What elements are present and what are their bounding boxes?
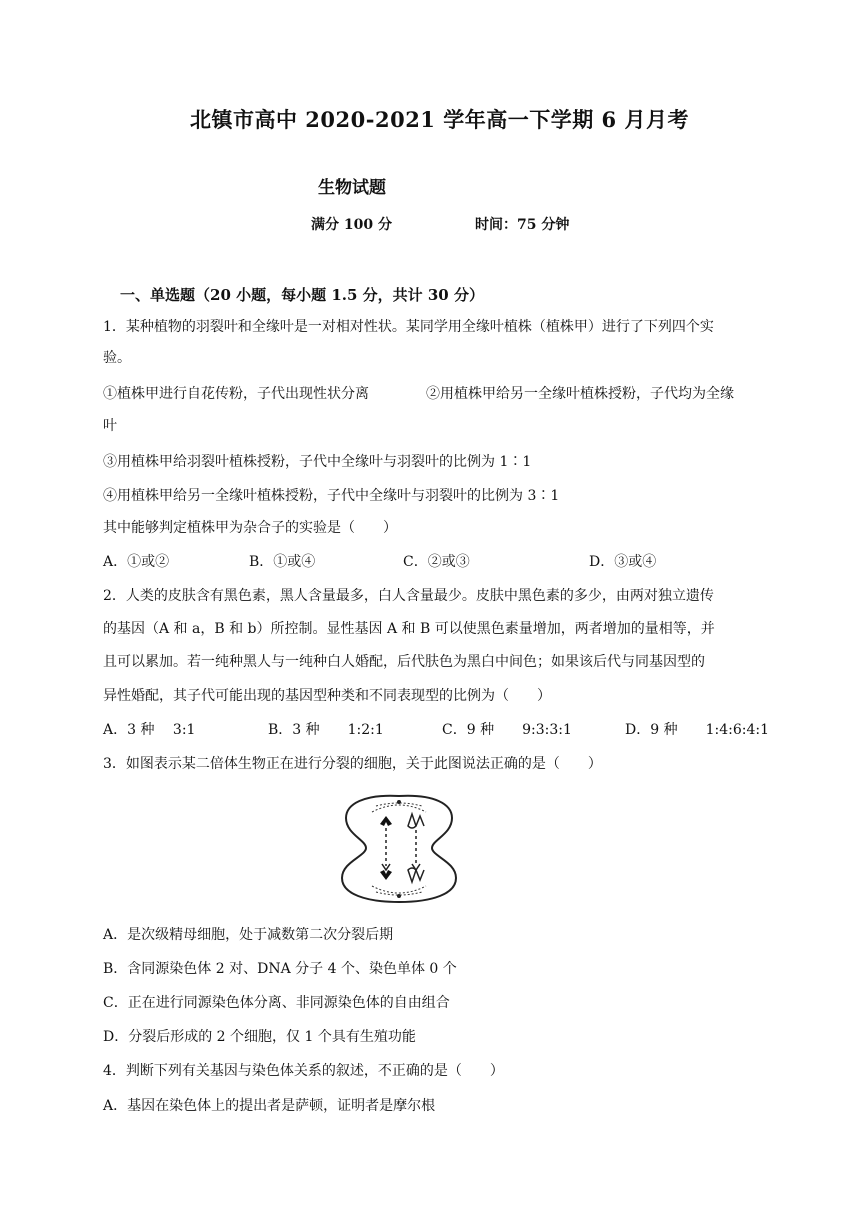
q1-option-d: D．③或④ bbox=[589, 554, 657, 570]
cell-membrane bbox=[342, 796, 456, 902]
q1-item-3: ③用植株甲给羽裂叶植株授粉，子代中全缘叶与羽裂叶的比例为 1∶1 bbox=[103, 454, 532, 470]
chromosome-light-bottom bbox=[408, 868, 416, 882]
q1-option-a: A．①或② bbox=[103, 554, 170, 570]
q3-stem: 3．如图表示某二倍体生物正在进行分裂的细胞，关于此图说法正确的是（ ） bbox=[103, 756, 602, 772]
full-score: 满分 100 分 bbox=[311, 217, 392, 233]
q3-option-a: A．是次级精母细胞，处于减数第二次分裂后期 bbox=[103, 927, 394, 943]
q4-option-a: A．基因在染色体上的提出者是萨顿，证明者是摩尔根 bbox=[103, 1098, 436, 1114]
q1-stem-line2: 验。 bbox=[103, 350, 131, 366]
subject-title: 生物试题 bbox=[318, 178, 386, 198]
dividing-cell-figure bbox=[336, 790, 462, 906]
q3-option-d: D．分裂后形成的 2 个细胞，仅 1 个具有生殖功能 bbox=[103, 1029, 416, 1045]
q2-option-a: A．3 种 3:1 bbox=[103, 722, 196, 738]
q1-item-2-cont: 叶 bbox=[103, 418, 117, 434]
q2-line1: 2．人类的皮肤含有黑色素，黑人含量最多，白人含量最少。皮肤中黑色素的多少，由两对独立遗传 bbox=[103, 588, 714, 604]
chromosome-dark-top bbox=[380, 816, 392, 826]
chromosome-dark-bottom bbox=[380, 870, 392, 880]
q4-stem: 4．判断下列有关基因与染色体关系的叙述，不正确的是（ ） bbox=[103, 1063, 504, 1079]
q1-item-1: ①植株甲进行自花传粉，子代出现性状分离 bbox=[103, 386, 369, 402]
q2-option-b: B．3 种 1:2:1 bbox=[268, 722, 384, 738]
q2-line4: 异性婚配，其子代可能出现的基因型种类和不同表现型的比例为（ ） bbox=[103, 688, 551, 704]
q1-ask: 其中能够判定植株甲为杂合子的实验是（ ） bbox=[103, 520, 397, 536]
q1-item-2: ②用植株甲给另一全缘叶植株授粉，子代均为全缘 bbox=[426, 386, 734, 402]
q1-item-4: ④用植株甲给另一全缘叶植株授粉，子代中全缘叶与羽裂叶的比例为 3∶1 bbox=[103, 488, 560, 504]
spindle-bottom bbox=[372, 886, 426, 893]
exam-time: 时间：75 分钟 bbox=[475, 217, 570, 233]
q1-option-b: B．①或④ bbox=[249, 554, 316, 570]
exam-title: 北镇市高中 2020-2021 学年高一下学期 6 月月考 bbox=[190, 107, 689, 132]
q3-option-c: C．正在进行同源染色体分离、非同源染色体的自由组合 bbox=[103, 995, 450, 1011]
chromosome-light-top bbox=[408, 814, 416, 828]
q1-stem-line1: 1．某种植物的羽裂叶和全缘叶是一对相对性状。某同学用全缘叶植株（植株甲）进行了下列四个实 bbox=[103, 319, 714, 335]
q2-line3: 且可以累加。若一纯种黑人与一纯种白人婚配，后代肤色为黑白中间色；如果该后代与同基因型的 bbox=[103, 654, 705, 670]
q3-option-b: B．含同源染色体 2 对、DNA 分子 4 个、染色单体 0 个 bbox=[103, 961, 457, 977]
q2-option-c: C．9 种 9:3:3:1 bbox=[442, 722, 572, 738]
q2-option-d: D．9 种 1:4:6:4:1 bbox=[625, 722, 769, 738]
q1-option-c: C．②或③ bbox=[403, 554, 470, 570]
spindle-top bbox=[372, 805, 426, 812]
q2-line2: 的基因（A 和 a，B 和 b）所控制。显性基因 A 和 B 可以使黑色素量增加，两者增加的量相等，并 bbox=[103, 621, 715, 637]
section-heading: 一、单选题（20 小题，每小题 1.5 分，共计 30 分） bbox=[120, 286, 484, 304]
